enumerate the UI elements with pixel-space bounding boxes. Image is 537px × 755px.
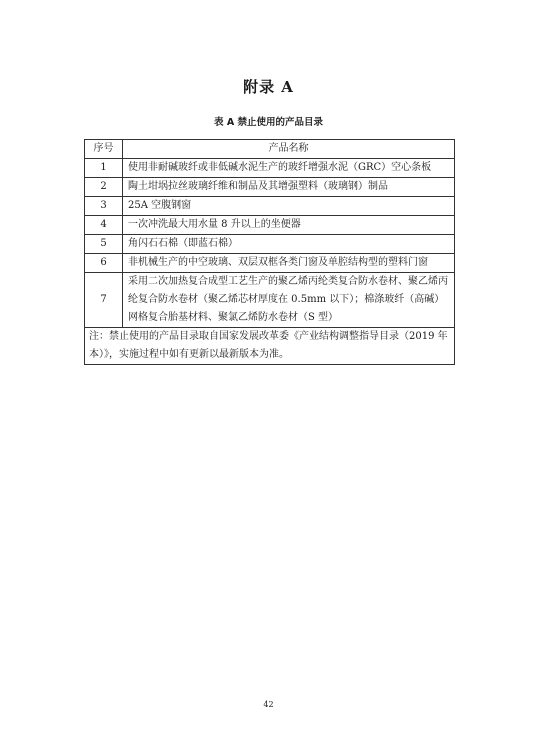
row-seq: 6 [85,254,123,273]
row-name: 采用二次加热复合成型工艺生产的聚乙烯丙纶类复合防水卷材、聚乙烯丙纶复合防水卷材（聚乙烯芯材厚度在 0.5mm 以下）；棉涤玻纤（高碱）网格复合胎基材料、聚氯乙烯防水卷材（S 型） [123,273,455,328]
table-row [85,216,455,235]
row-seq: 4 [85,216,123,235]
table-row [85,197,455,216]
row-name: 角闪石石棉（即蓝石棉） [123,235,455,254]
table-note-row [85,328,455,365]
row-name: 陶土坩埚拉丝玻璃纤维和制品及其增强塑料（玻璃钢）制品 [123,178,455,197]
column-header-seq: 序号 [85,140,123,159]
table-note: 注：禁止使用的产品目录取自国家发展改革委《产业结构调整指导目录（2019 年本）》，实施过程中如有更新以最新版本为准。 [85,328,455,365]
row-seq: 5 [85,235,123,254]
appendix-title: 附录 A [243,78,294,96]
row-seq: 3 [85,197,123,216]
row-seq: 7 [85,273,123,328]
prohibited-products-table [84,139,455,365]
row-seq: 1 [85,159,123,178]
table-row [85,254,455,273]
row-seq: 2 [85,178,123,197]
row-name: 使用非耐碱玻纤或非低碱水泥生产的玻纤增强水泥（GRC）空心条板 [123,159,455,178]
table-row [85,235,455,254]
column-header-name: 产品名称 [123,140,455,159]
row-name: 一次冲洗最大用水量 8 升以上的坐便器 [123,216,455,235]
table-header-row [85,140,455,159]
table-row [85,273,455,328]
row-name: 25A 空腹钢窗 [123,197,455,216]
table-row [85,159,455,178]
table-caption: 表 A 禁止使用的产品目录 [214,117,323,128]
page-number: 42 [263,700,274,709]
table-row [85,178,455,197]
row-name: 非机械生产的中空玻璃、双层双框各类门窗及单腔结构型的塑料门窗 [123,254,455,273]
